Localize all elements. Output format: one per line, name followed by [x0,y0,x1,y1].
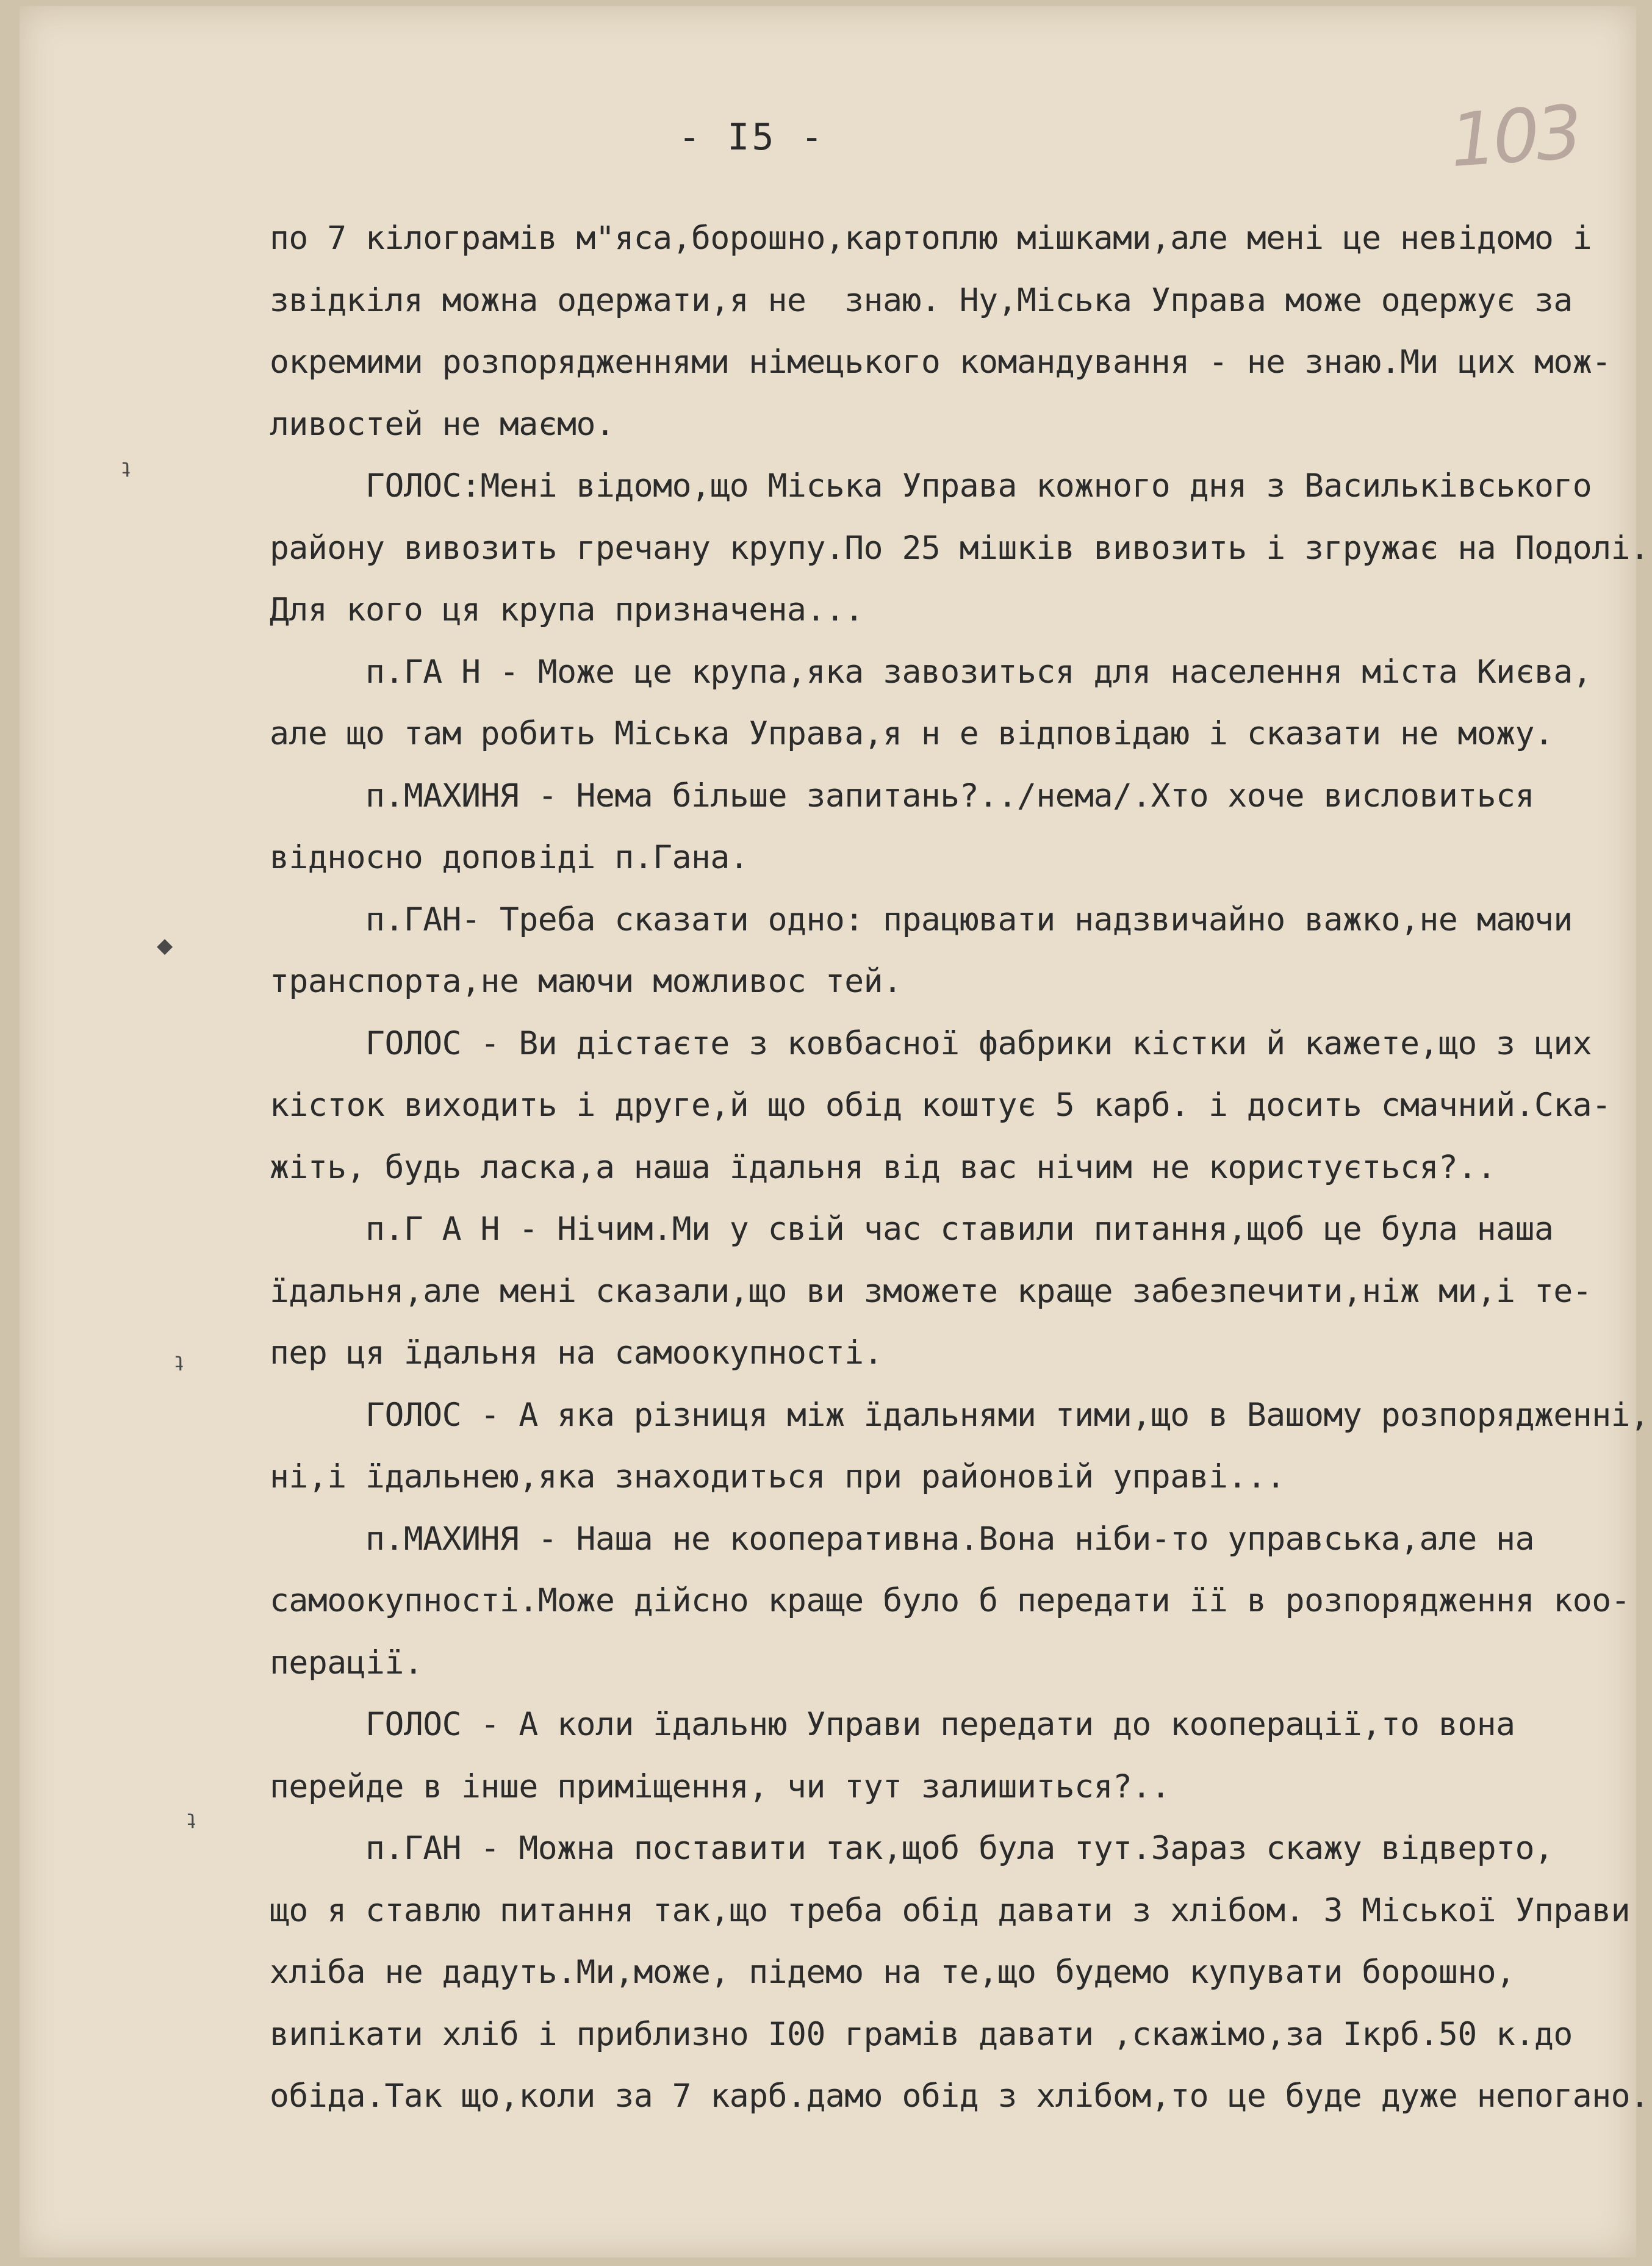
typed-transcript-text [270,207,1650,2128]
text-line: п.ГАН- Треба сказати одно: працювати надзвичайно важко,не маючи [270,901,1573,938]
text-line: Для кого ця крупа призначена... [270,591,864,628]
margin-mark: ʇ [175,1348,184,1373]
text-line: п.Г А Н - Нічим.Ми у свій час ставили питання,щоб це була наша [270,1210,1554,1248]
text-line: п.МАХИНЯ - Наша не кооперативна.Вона ніби-то управська,але на [270,1520,1534,1558]
text-line: що я ставлю питання так,що треба обід давати з хлібом. З Міської Управи [270,1891,1631,1929]
text-line: ні,і їдальнею,яка знаходиться при районовій управі... [270,1458,1285,1495]
text-line: звідкіля можна одержати,я не знаю. Ну,Міська Управа може одержує за [270,281,1573,319]
margin-mark: ʇ [187,1806,196,1830]
text-line: окремими розпорядженнями німецького командування - не знаю.Ми цих мож- [270,343,1611,381]
text-line: хліба не дадуть.Ми,може, підемо на те,що будемо купувати борошно, [270,1954,1515,1991]
text-line: перейде в інше приміщення, чи тут залишиться?.. [270,1768,1171,1805]
archive-folio-number: 103 [1447,90,1582,184]
text-line: але що там робить Міська Управа,я н е відповідаю і сказати не можу. [270,715,1554,752]
text-line: їдальня,але мені сказали,що ви зможете краще забезпечити,ніж ми,і те- [270,1272,1592,1310]
text-line: ГОЛОС - Ви дістаєте з ковбасної фабрики кістки й кажете,що з цих [270,1024,1592,1062]
text-line: жіть, будь ласка,а наша їдальня від вас нічим не користується?.. [270,1148,1496,1186]
text-line: п.ГА Н - Може це крупа,яка завозиться для населення міста Києва, [270,653,1592,691]
text-line: відносно доповіді п.Гана. [270,839,749,876]
margin-mark: ʇ [122,455,131,479]
text-line: перації. [270,1644,423,1682]
text-line: району вивозить гречану крупу.По 25 мішків вивозить і згружає на Подолі. [270,529,1650,567]
text-line: пер ця їдальня на самоокупності. [270,1334,883,1372]
text-line: по 7 кілограмів м"яса,борошно,картоплю мішками,але мені це невідомо і [270,220,1592,257]
text-line: кісток виходить і друге,й що обід коштує 5 карб. і досить смачний.Ска- [270,1087,1611,1124]
text-line: ГОЛОС - А коли їдальню Управи передати до кооперації,то вона [270,1706,1515,1743]
document-page [20,6,1650,2257]
text-line: випікати хліб і приблизно I00 грамів давати ,скажімо,за Iкрб.50 к.до [270,2015,1573,2053]
margin-mark: ◆ [157,933,173,958]
text-line: ливостей не маємо. [270,405,615,443]
text-line: ГОЛОС - А яка різниця між їдальнями тими,що в Вашому розпорядженні, [270,1396,1650,1434]
text-line: транспорта,не маючи можливос тей. [270,963,902,1000]
text-line: обіда.Так що,коли за 7 карб.дамо обід з хлібом,то це буде дуже непогано. [270,2077,1650,2115]
text-line: самоокупності.Може дійсно краще було б передати її в розпорядження коо- [270,1582,1631,1619]
text-line: п.ГАН - Можна поставити так,щоб була тут.Зараз скажу відверто, [270,1830,1554,1867]
text-line: ГОЛОС:Мені відомо,що Міська Управа кожного дня з Васильківського [270,467,1592,505]
text-line: п.МАХИНЯ - Нема більше запитань?../нема/.Хто хоче висловиться [270,777,1534,815]
page-number: - I5 - [678,116,825,159]
